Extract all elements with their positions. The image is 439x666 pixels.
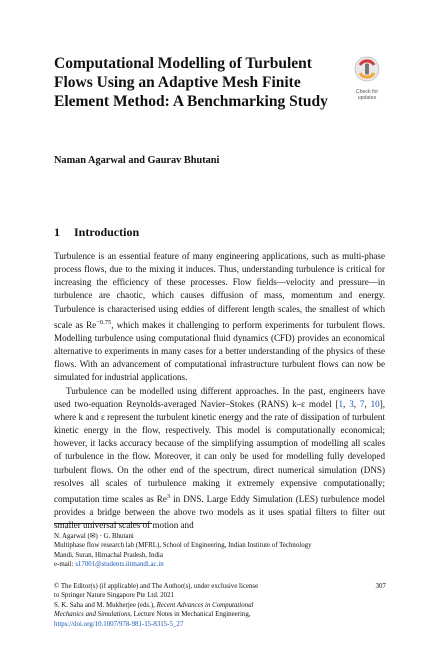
email-link[interactable]: s17001@students.iitmandi.ac.in xyxy=(75,561,164,569)
footnote-authors: N. Agarwal (✉) · G. Bhutani xyxy=(54,533,134,540)
footnote-affiliation-2: Mandi, Suran, Himachal Pradesh, India xyxy=(54,551,163,559)
citation-link-1[interactable]: 1 xyxy=(338,398,344,409)
section-title: Introduction xyxy=(74,225,140,239)
citation-link-3[interactable]: 3 xyxy=(349,398,354,409)
page-number: 307 xyxy=(375,582,386,590)
section-number: 1 xyxy=(54,225,60,239)
paper-title: Computational Modelling of Turbulent Flows Using an Adaptive Mesh Finite Element Method: A Benchmarking Study xyxy=(54,55,328,110)
check-for-updates-badge[interactable] xyxy=(350,56,384,101)
body-text xyxy=(54,250,385,532)
citation-link-7[interactable]: 7 xyxy=(359,398,365,409)
author-list: Naman Agarwal and Gaurav Bhutani xyxy=(54,155,220,166)
paragraph-1: Turbulence is an essential feature of many engineering applications, such as multi-phase process flows, due to the mixing it induces. Thus, understanding turbulence is critical for increasing the efficiency of these processes. Flow fields—velocity and pressure—in turbulence are chaotic, which causes diffusion of mass, momentum and energy. Turbulence is characterised using eddies of different length scales, the smallest of which scale as $Re^{-0.75}$, which makes it challenging to perform experiments for turbulent flows. Modelling turbulence using computational fluid dynamics (CFD) provides an economical alternative to experiments in many cases for a better understanding of the physics of these flows. With an advancement of computational infrastructure turbulent flows can now be simulated for industrial applications. xyxy=(54,251,385,383)
section-heading xyxy=(54,225,139,240)
check-for-updates-icon xyxy=(354,56,380,82)
footnote-affiliation: Multiphase flow research lab (MFRL), School of Engineering, Indian Institute of Technology xyxy=(54,542,312,550)
paragraph-2: Turbulence can be modelled using different approaches. In the past, engineers have used two-equation Reynolds-averaged Navier–Stokes (RANS) k–ε model [1, 3, 7, 10], where k and ε represent the turbulent kinetic energy and the rate of dissipation of turbulent kinetic energy in the flow, respectively. This model is computationally economical; however, it lacks accuracy because of the simplifying assumption of modelling all scales of turbulence in the flow. Moreover, it can only be used for modelling fully developed turbulent flows. On the other end of the spectrum, direct numerical simulation (DNS) resolves all scales of turbulence making it extremely expensive computationally; computation time scales as Re$^3$ in DNS. Large Eddy Simulation (LES) turbulence model provides a bridge between the above two models as it uses spatial filters to filter out smaller universal scales of motion and xyxy=(54,385,386,531)
copyright-notice: © The Editor(s) (if applicable) and The Author(s), under exclusive license to Springer Nature Singapore Pte Ltd. 2021 S. K. Saha and M. Mukherjee (eds.), Recent Advances in Computational Mechanics and Simulations, Lecture Notes in Mechanical Engineering, https://doi.org/10.1007/978-981-15-8315-5_27 xyxy=(54,583,259,628)
doi-link[interactable]: https://doi.org/10.1007/978-981-15-8315-5_27 xyxy=(54,620,184,628)
badge-label: Check for updates xyxy=(355,89,379,101)
citation-link-10[interactable]: 10 xyxy=(370,398,380,409)
author-footnote xyxy=(54,532,385,570)
footnote-email: e-mail: s17001@students.iitmandi.ac.in xyxy=(54,561,164,569)
footnote-divider xyxy=(54,523,152,524)
